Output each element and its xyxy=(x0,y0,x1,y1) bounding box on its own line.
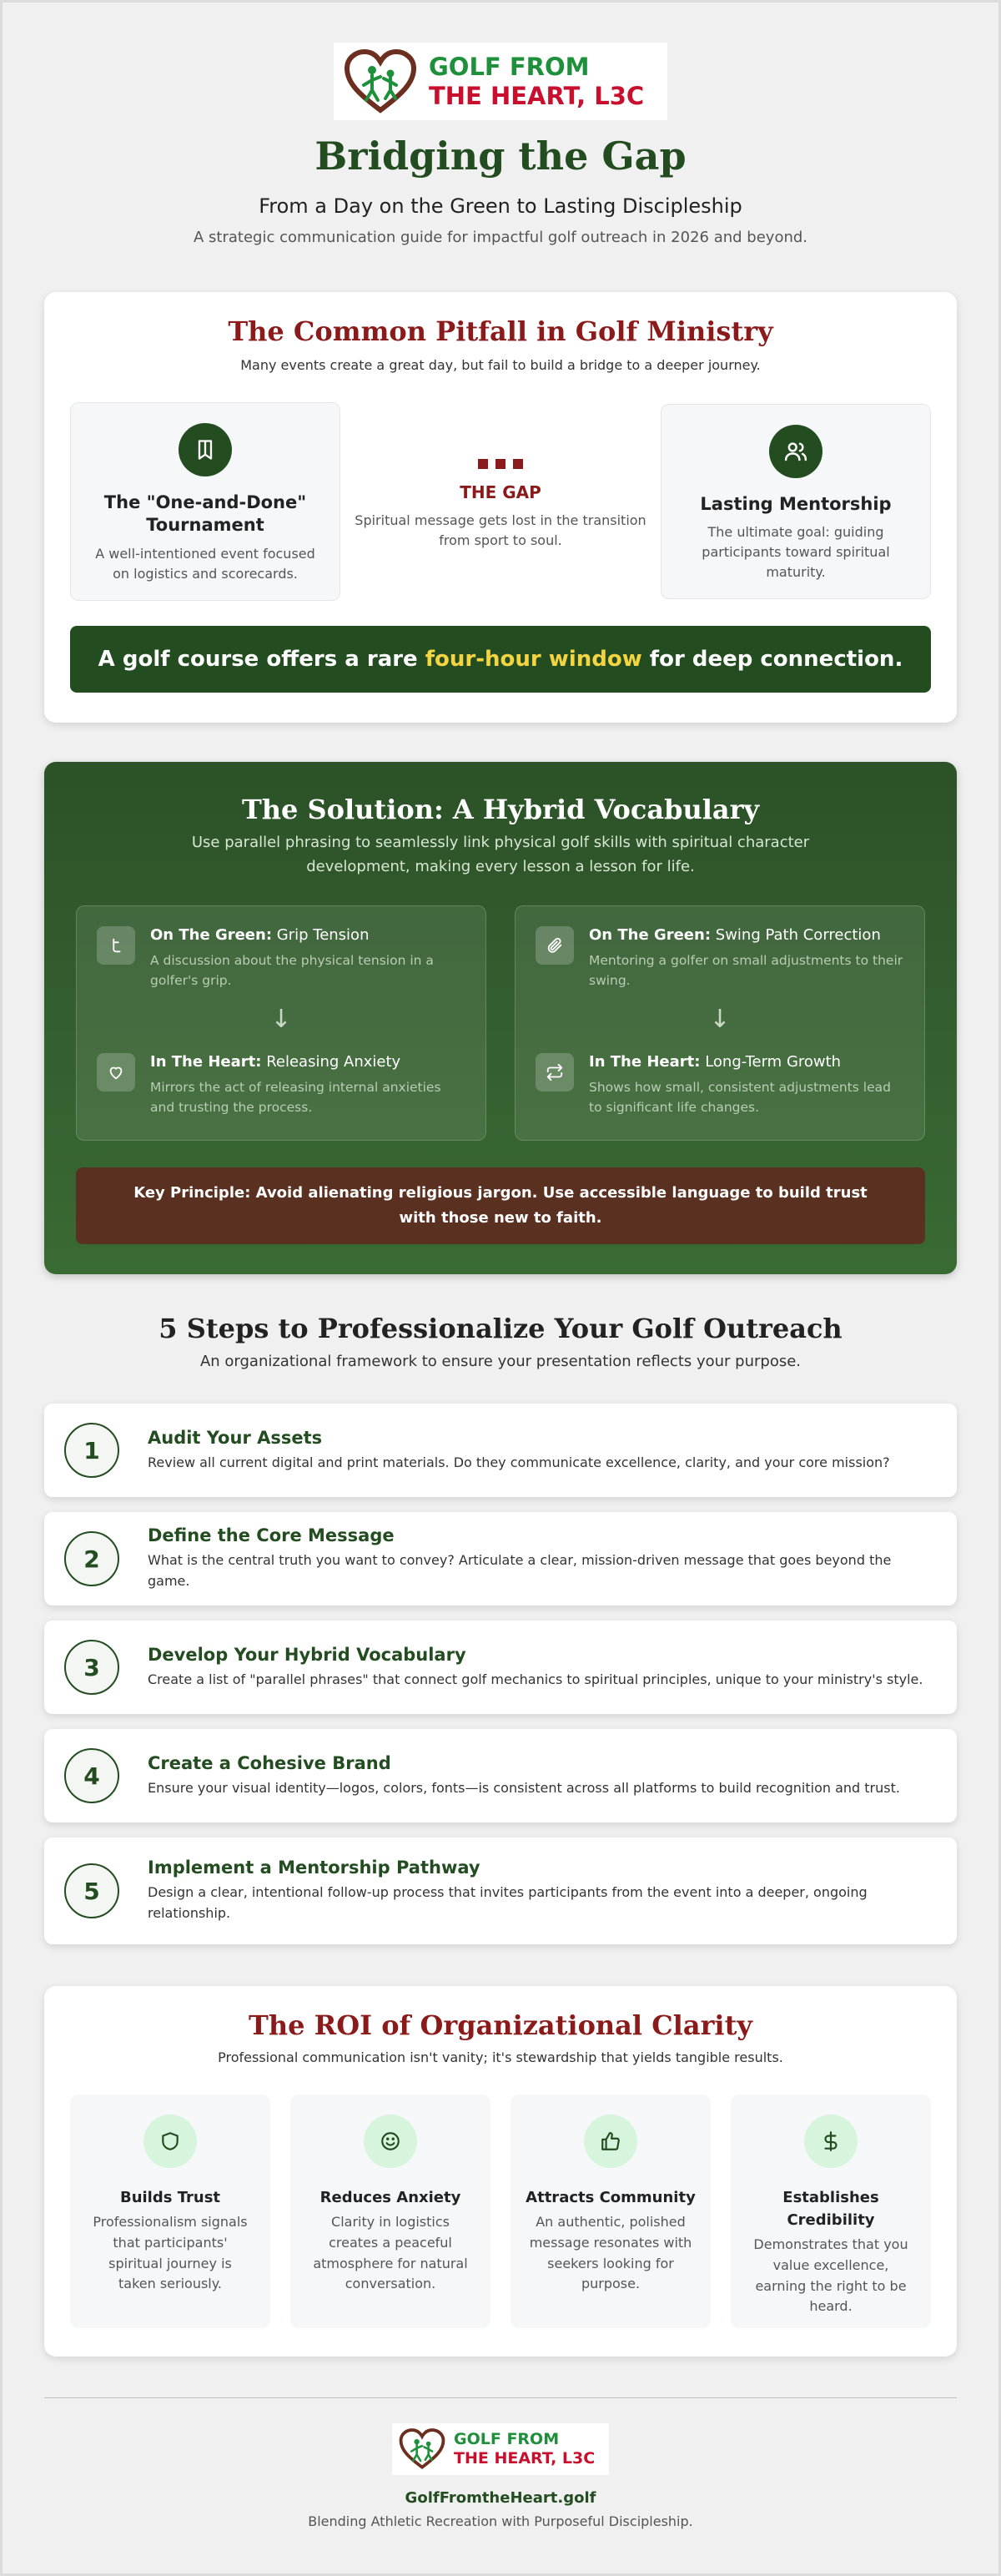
grip-icon xyxy=(97,926,135,965)
users-icon xyxy=(769,425,822,478)
roi-card-title: Builds Trust xyxy=(119,2189,221,2206)
pitfall-subtitle: Many events create a great day, but fail to build a bridge to a deeper journey. xyxy=(240,357,761,373)
step-card xyxy=(44,1512,957,1606)
roi-card xyxy=(70,2095,270,2328)
step-card xyxy=(44,1404,957,1497)
green-row xyxy=(536,926,904,991)
heart-label: In The Heart: xyxy=(150,1053,262,1071)
footer-divider xyxy=(44,2397,957,2398)
footer-tagline: Blending Athletic Recreation with Purposeful Discipleship. xyxy=(308,2513,693,2529)
brand-logo-text xyxy=(429,53,644,111)
green-heading xyxy=(589,926,904,944)
steps-title: 5 Steps to Professionalize Your Golf Outreach xyxy=(158,1313,843,1344)
paperclip-icon xyxy=(536,926,574,965)
roi-card-text: An authentic, polished message resonates with seekers looking for purpose. xyxy=(529,2214,692,2292)
pitfall-left-text: A well-intentioned event focused on logistics and scorecards. xyxy=(95,545,315,582)
roi-card-title: Reduces Anxiety xyxy=(319,2189,461,2206)
heart-golfers-icon xyxy=(344,48,417,115)
vocab-pair-card xyxy=(76,905,486,1141)
step-number: 1 xyxy=(64,1423,119,1478)
key-principle: Key Principle: Avoid alienating religious jargon. Use accessible language to build trust with those new to faith. xyxy=(76,1167,925,1244)
step-title: Create a Cohesive Brand xyxy=(148,1752,391,1773)
pitfall-right-card xyxy=(661,404,931,599)
solution-section xyxy=(44,762,957,1274)
pitfall-section xyxy=(44,292,957,723)
gap-indicator xyxy=(353,459,648,551)
roi-card-text: Professionalism signals that participants' spiritual journey is taken seriously. xyxy=(93,2214,248,2292)
footer-site-link[interactable]: GolfFromtheHeart.golf xyxy=(405,2489,596,2507)
step-text: Ensure your visual identity—logos, colors, fonts—is consistent across all platforms to build recognition and trust. xyxy=(148,1779,900,1796)
step-number: 5 xyxy=(64,1863,119,1918)
brand-line-2: THE HEART, L3C xyxy=(429,81,645,110)
green-title: Grip Tension xyxy=(276,926,370,944)
footer-logo[interactable] xyxy=(392,2423,609,2475)
roi-section xyxy=(44,1986,957,2357)
down-arrow-icon: ↓ xyxy=(709,1005,731,1034)
gap-dots xyxy=(353,459,648,469)
step-number: 4 xyxy=(64,1748,119,1803)
heart-row xyxy=(536,1053,904,1117)
step-card xyxy=(44,1621,957,1714)
step-title: Develop Your Hybrid Vocabulary xyxy=(148,1644,466,1665)
roi-card-text: Demonstrates that you value excellence, earning the right to be heard. xyxy=(753,2236,908,2315)
roi-subtitle: Professional communication isn't vanity; it's stewardship that yields tangible results. xyxy=(218,2049,783,2065)
step-number: 2 xyxy=(64,1531,119,1586)
step-text: What is the central truth you want to convey? Articulate a clear, mission-driven message that goes beyond the game. xyxy=(148,1552,892,1589)
pitfall-right-title: Lasting Mentorship xyxy=(700,494,892,514)
brand-line-1: GOLF FROM xyxy=(429,52,590,81)
step-text: Design a clear, intentional follow-up process that invites participants from the event into a deeper, ongoing relationship. xyxy=(148,1884,868,1921)
brand-line-2: THE HEART, L3C xyxy=(454,2449,596,2468)
roi-title: The ROI of Organizational Clarity xyxy=(249,2009,752,2041)
heart-golfers-icon xyxy=(399,2427,445,2471)
pitfall-right-text: The ultimate goal: guiding participants toward spiritual maturity. xyxy=(702,524,890,581)
dollar-icon xyxy=(804,2115,858,2168)
heart-title: Long-Term Growth xyxy=(705,1053,842,1071)
bookmark-icon xyxy=(179,423,232,476)
step-text: Create a list of "parallel phrases" that connect golf mechanics to spiritual principles, unique to your ministry's style. xyxy=(148,1671,923,1687)
hero-title: Bridging the Gap xyxy=(314,134,687,179)
shield-icon xyxy=(143,2115,197,2168)
green-row xyxy=(97,926,465,991)
heart-label: In The Heart: xyxy=(589,1053,701,1071)
step-title: Define the Core Message xyxy=(148,1525,395,1546)
heart-text: Shows how small, consistent adjustments lead to significant life changes. xyxy=(589,1080,891,1116)
banner-after: for deep connection. xyxy=(641,647,903,672)
brand-line-1: GOLF FROM xyxy=(454,2430,560,2449)
step-title: Audit Your Assets xyxy=(148,1427,323,1448)
green-label: On The Green: xyxy=(589,926,712,944)
thumbs-up-icon xyxy=(584,2115,637,2168)
green-heading xyxy=(150,926,465,944)
repeat-icon xyxy=(536,1053,574,1091)
roi-card xyxy=(511,2095,711,2328)
hero-description: A strategic communication guide for impactful golf outreach in 2026 and beyond. xyxy=(193,229,808,246)
brand-logo[interactable] xyxy=(334,43,667,120)
down-arrow-icon: ↓ xyxy=(270,1005,292,1034)
solution-subtitle: Use parallel phrasing to seamlessly link physical golf skills with spiritual character development, making every lesson a lesson for life. xyxy=(191,834,810,875)
footer-logo-text xyxy=(454,2430,595,2468)
step-card xyxy=(44,1729,957,1822)
heart-text: Mirrors the act of releasing internal anxieties and trusting the process. xyxy=(150,1080,441,1116)
banner-highlight: four-hour window xyxy=(425,647,642,672)
gap-text: Spiritual message gets lost in the transition from sport to soul. xyxy=(355,512,646,548)
step-title: Implement a Mentorship Pathway xyxy=(148,1858,480,1878)
green-text: A discussion about the physical tension in a golfer's grip. xyxy=(150,953,434,989)
steps-subtitle: An organizational framework to ensure your presentation reflects your purpose. xyxy=(199,1353,802,1370)
roi-card xyxy=(290,2095,490,2328)
green-text: Mentoring a golfer on small adjustments to their swing. xyxy=(589,953,903,989)
heart-row xyxy=(97,1053,465,1117)
roi-card-title: Establishes Credibility xyxy=(782,2189,879,2229)
heart-heading xyxy=(150,1053,465,1071)
step-text: Review all current digital and print materials. Do they communicate excellence, clarity, and your core mission? xyxy=(148,1454,890,1470)
step-number: 3 xyxy=(64,1640,119,1695)
roi-card xyxy=(731,2095,931,2328)
pitfall-title: The Common Pitfall in Golf Ministry xyxy=(228,315,773,347)
heart-icon xyxy=(97,1053,135,1091)
green-label: On The Green: xyxy=(150,926,273,944)
green-title: Swing Path Correction xyxy=(715,926,881,944)
roi-card-title: Attracts Community xyxy=(526,2189,696,2206)
vocab-pair-card xyxy=(515,905,925,1141)
pitfall-left-card xyxy=(70,402,340,601)
smile-icon xyxy=(364,2115,417,2168)
roi-card-text: Clarity in logistics creates a peaceful atmosphere for natural conversation. xyxy=(313,2214,468,2292)
pitfall-left-title: The "One-and-Done" Tournament xyxy=(103,492,307,536)
step-card xyxy=(44,1837,957,1944)
window-banner xyxy=(70,626,931,693)
solution-title: The Solution: A Hybrid Vocabulary xyxy=(241,794,760,825)
heart-heading xyxy=(589,1053,904,1071)
gap-title: THE GAP xyxy=(460,482,541,502)
heart-title: Releasing Anxiety xyxy=(266,1053,401,1071)
hero-subtitle: From a Day on the Green to Lasting Discipleship xyxy=(259,194,742,218)
banner-before: A golf course offers a rare xyxy=(98,647,425,672)
